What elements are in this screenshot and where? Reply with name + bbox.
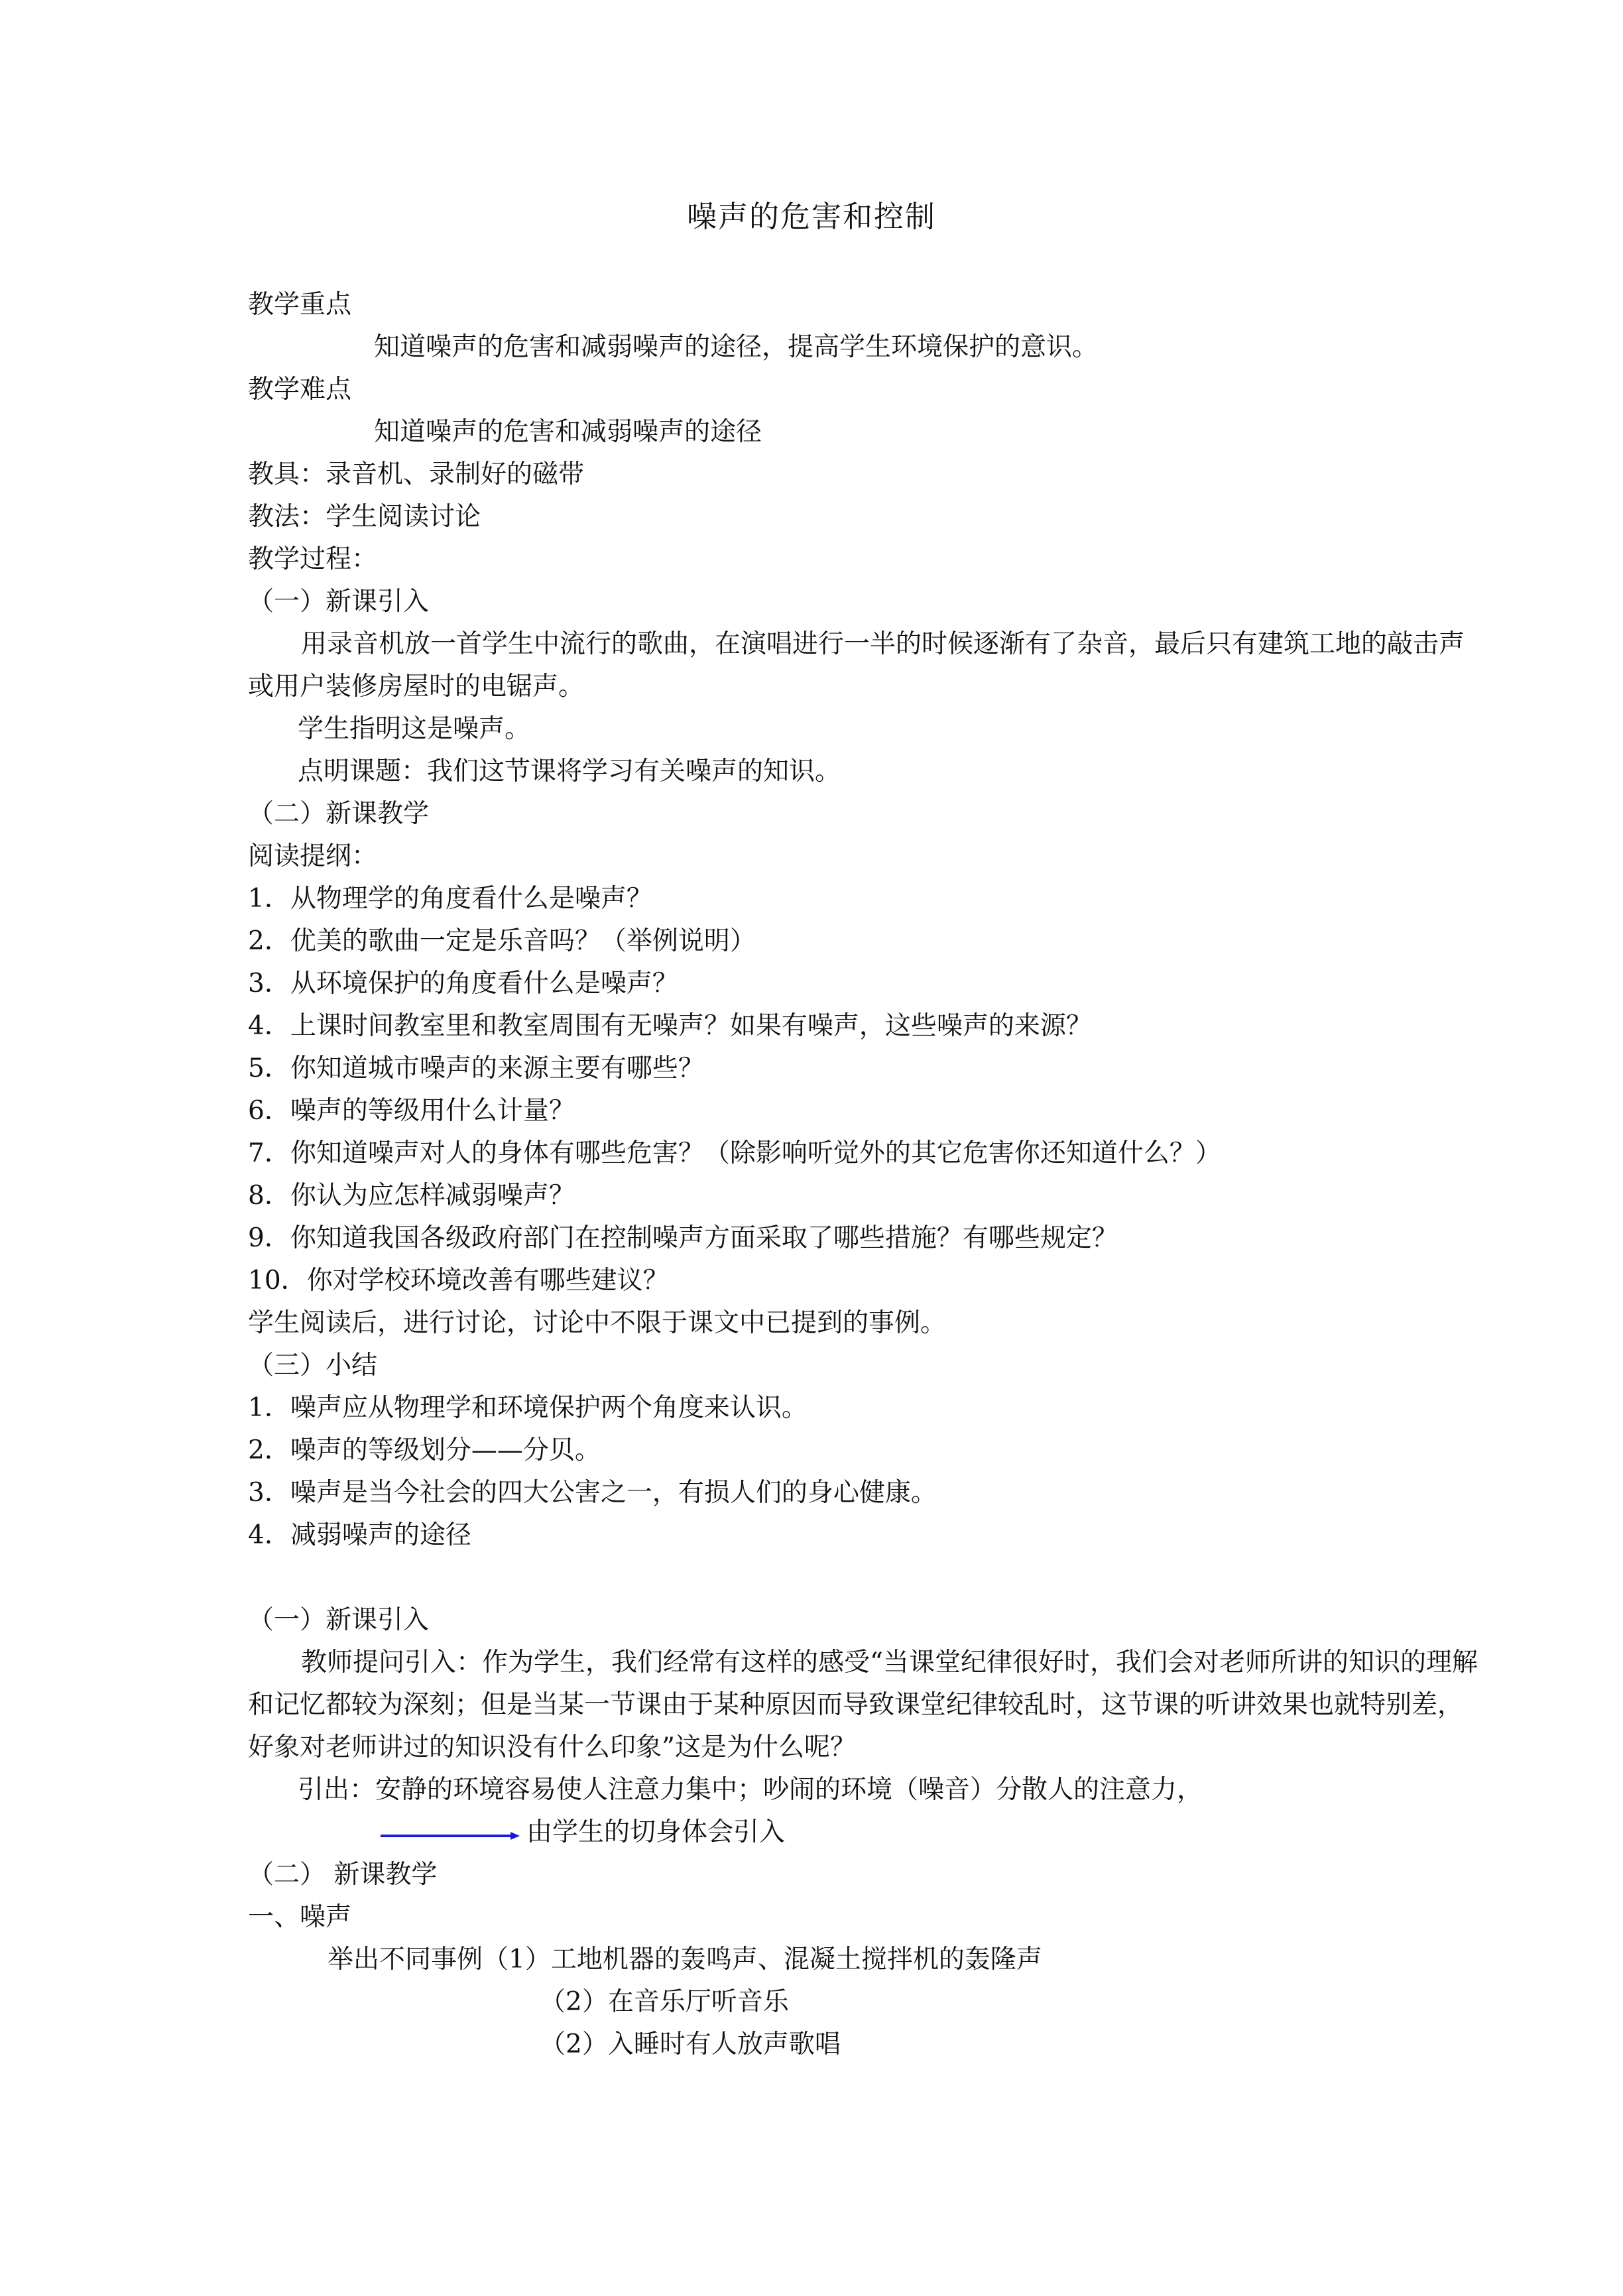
paragraph-line: 学生指明这是噪声。 [298,714,531,744]
example-line: （2）在音乐厅听音乐 [540,1987,789,2017]
example-line: 举出不同事例（1）工地机器的轰鸣声、混凝土搅拌机的轰隆声 [328,1945,1042,1974]
list-item: 7．你知道噪声对人的身体有哪些危害？（除影响听觉外的其它危害你还知道什么？） [248,1138,1221,1168]
paragraph-line: 学生阅读后，进行讨论，讨论中不限于课文中已提到的事例。 [248,1308,947,1338]
section-heading: （二）新课教学 [248,799,430,829]
section-heading: （一）新课引入 [248,587,430,617]
process-heading: 教学过程： [248,544,378,574]
paragraph: 用录音机放一首学生中流行的歌曲，在演唱进行一半的时候逐渐有了杂音，最后只有建筑工地的敲击声或用户装修房屋时的电锯声。 [248,629,1465,701]
section-heading: （一）新课引入 [248,1605,430,1635]
difficulty-text: 知道噪声的危害和减弱噪声的途径 [374,417,762,447]
tools-line: 教具：录音机、录制好的磁带 [248,459,585,489]
outline-heading: 阅读提纲： [248,841,378,871]
list-item: 3．噪声是当今社会的四大公害之一，有损人们的身心健康。 [248,1478,937,1508]
paragraph-line: 点明课题：我们这节课将学习有关噪声的知识。 [298,756,841,786]
difficulty-heading: 教学难点 [248,375,352,404]
focus-heading: 教学重点 [248,290,352,320]
list-item: 6．噪声的等级用什么计量？ [248,1096,575,1126]
list-item: 4．上课时间教室里和教室周围有无噪声？如果有噪声，这些噪声的来源？ [248,1011,1092,1041]
document-body [248,284,1481,2066]
arrow-note-text: 由学生的切身体会引入 [526,1817,786,1847]
section-heading: （二） 新课教学 [248,1860,438,1890]
list-item: 1．噪声应从物理学和环境保护两个角度来认识。 [248,1393,808,1423]
list-item: 1．从物理学的角度看什么是噪声？ [248,884,652,914]
list-item: 2．噪声的等级划分——分贝。 [248,1435,601,1465]
list-item: 3．从环境保护的角度看什么是噪声？ [248,969,678,998]
list-item: 4．减弱噪声的途径 [248,1520,471,1550]
list-item: 10．你对学校环境改善有哪些建议？ [248,1266,669,1296]
paragraph: 教师提问引入：作为学生，我们经常有这样的感受“当课堂纪律很好时，我们会对老师所讲的知识的理解和记忆都较为深刻；但是当某一节课由于某种原因而导致课堂纪律较乱时，这节课的听讲效果也就特别差，好象对老师讲过的知识没有什么印象”这是为什么呢？ [248,1648,1478,1762]
sub-heading: 一、噪声 [248,1902,352,1932]
section-heading: （三）小结 [248,1351,378,1380]
example-line: （2）入睡时有人放声歌唱 [540,2029,841,2059]
arrow-note [248,1811,1481,1854]
right-arrow-icon [381,1831,520,1841]
paragraph-line: 引出：安静的环境容易使人注意力集中；吵闹的环境（噪音）分散人的注意力， [298,1775,1203,1805]
method-line: 教法：学生阅读讨论 [248,502,481,532]
blank-gap [248,1557,1481,1599]
page-title: 噪声的危害和控制 [686,199,936,234]
list-item: 5．你知道城市噪声的来源主要有哪些？ [248,1054,704,1083]
list-item: 8．你认为应怎样减弱噪声？ [248,1181,575,1211]
list-item: 9．你知道我国各级政府部门在控制噪声方面采取了哪些措施？有哪些规定？ [248,1223,1118,1253]
focus-text: 知道噪声的危害和减弱噪声的途径，提高学生环境保护的意识。 [374,332,1099,362]
list-item: 2．优美的歌曲一定是乐音吗？（举例说明） [248,926,756,956]
